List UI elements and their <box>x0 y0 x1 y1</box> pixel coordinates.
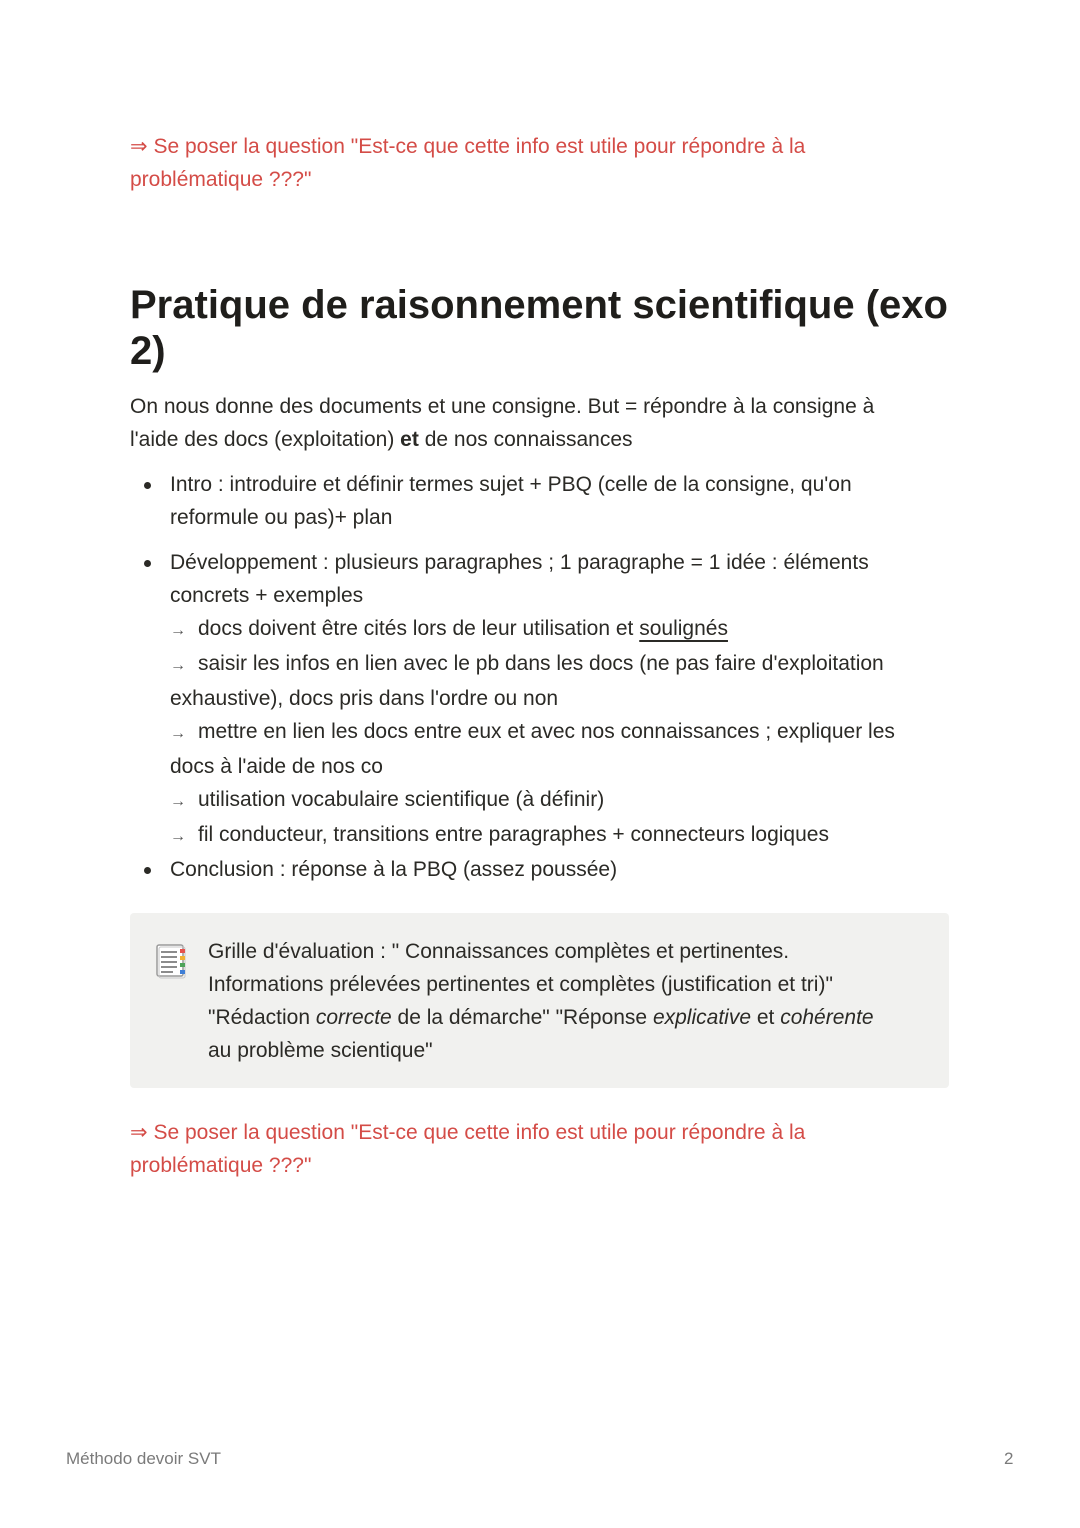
arrow-right-icon: → <box>170 657 186 674</box>
intro-bold-et: et <box>400 428 419 451</box>
intro-line1: On nous donne des documents et une consigne. But = répondre à la consigne à <box>130 395 875 418</box>
callout-line3 <box>208 1001 928 1034</box>
top-note-line2: problématique ???" <box>130 168 312 191</box>
intro-line2 <box>130 423 950 456</box>
bottom-note <box>130 1116 950 1182</box>
dev-sub4-text: utilisation vocabulaire scientifique (à définir) <box>198 788 605 811</box>
callout-text <box>208 935 928 1067</box>
intro-line2-end: de nos connaissances <box>418 428 633 451</box>
dev-sub1-text: docs doivent être cités lors de leur utilisation et <box>198 617 640 640</box>
callout-italic-coherente: cohérente <box>780 1006 874 1029</box>
footer-doc-title: Méthodo devoir SVT <box>66 1449 221 1468</box>
callout-line4: au problème scientique" <box>208 1039 433 1062</box>
intro-paragraph <box>130 390 950 456</box>
bullet-dot <box>144 867 151 874</box>
dev-sub4 <box>170 783 940 818</box>
bottom-note-line1: Se poser la question "Est-ce que cette info est utile pour répondre à la <box>153 1121 806 1144</box>
top-note <box>130 130 950 196</box>
callout-italic-explicative: explicative <box>652 1006 752 1029</box>
dev-sub1 <box>170 612 940 647</box>
section-title-line1: Pratique de raisonnement scientifique (exo <box>130 283 948 327</box>
bullet-dev-line1: Développement : plusieurs paragraphes ; 1 paragraphe = 1 idée : éléments <box>170 551 869 574</box>
bullet-dev-line2: concrets + exemples <box>170 584 364 607</box>
dev-sub3-line1: mettre en lien les docs entre eux et avec nos connaissances ; expliquer les <box>198 720 895 743</box>
dev-sub3-line2: docs à l'aide de nos co <box>170 755 383 778</box>
top-note-line1: Se poser la question "Est-ce que cette info est utile pour répondre à la <box>153 135 806 158</box>
dev-sub5-text: fil conducteur, transitions entre paragraphes + connecteurs logiques <box>198 823 829 846</box>
document-list-icon <box>155 943 189 979</box>
double-arrow-icon: ⇒ <box>130 135 148 158</box>
callout-box <box>130 913 949 1088</box>
arrow-right-icon: → <box>170 793 186 810</box>
intro-line2-text: l'aide des docs (exploitation) <box>130 428 401 451</box>
section-title <box>130 282 980 374</box>
dev-sub3 <box>170 715 940 750</box>
bullet-intro-line1: Intro : introduire et définir termes sujet + PBQ (celle de la consigne, qu'on <box>170 473 852 496</box>
dev-sub5 <box>170 818 940 853</box>
section-title-line2: 2) <box>130 329 166 373</box>
bullet-conclusion-line1: Conclusion : réponse à la PBQ (assez poussée) <box>170 858 618 881</box>
callout-line3-a: "Rédaction <box>208 1006 316 1029</box>
callout-line3-b: de la démarche" "Réponse <box>391 1006 653 1029</box>
callout-italic-correcte: correcte <box>315 1006 392 1029</box>
arrow-right-icon: → <box>170 725 186 742</box>
underlined-word: soulignés <box>639 617 728 640</box>
arrow-right-icon: → <box>170 828 186 845</box>
bullet-dot <box>144 560 151 567</box>
callout-line3-c: et <box>751 1006 781 1029</box>
arrow-right-icon: → <box>170 622 186 639</box>
bullet-dot <box>144 482 151 489</box>
callout-line2: Informations prélevées pertinentes et complètes (justification et tri)" <box>208 973 833 996</box>
dev-sub2-line2: exhaustive), docs pris dans l'ordre ou non <box>170 687 559 710</box>
callout-line1: Grille d'évaluation : " Connaissances complètes et pertinentes. <box>208 940 790 963</box>
bottom-note-line2: problématique ???" <box>130 1154 312 1177</box>
footer-page-number: 2 <box>1004 1449 1014 1468</box>
double-arrow-icon: ⇒ <box>130 1121 148 1144</box>
bullet-intro-line2: reformule ou pas)+ plan <box>170 506 393 529</box>
dev-sub2-line1: saisir les infos en lien avec le pb dans les docs (ne pas faire d'exploitation <box>198 652 884 675</box>
dev-sub2 <box>170 647 940 682</box>
